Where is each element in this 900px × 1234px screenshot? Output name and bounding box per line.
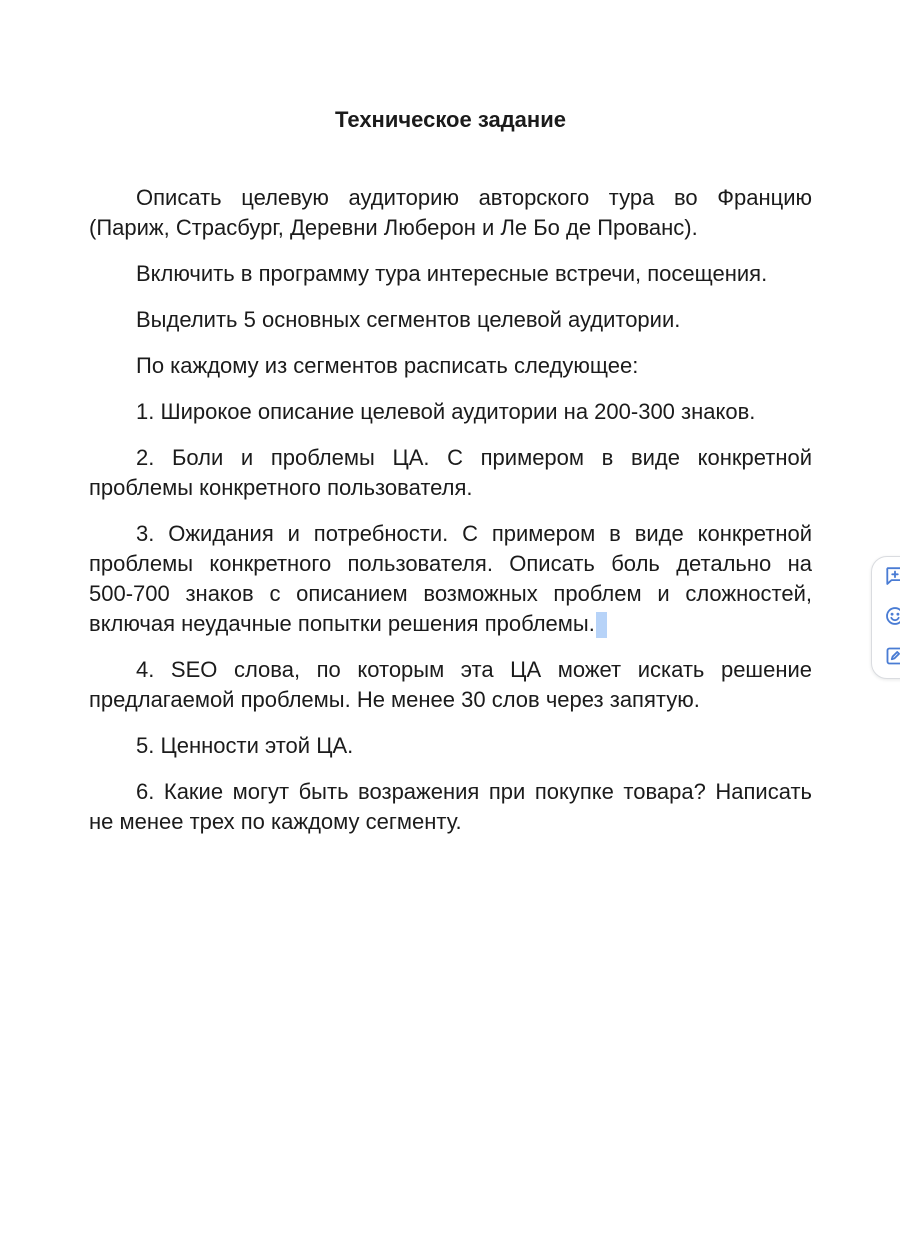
text-line: 500-700 знаков с описанием возможных проблем и сложностей,	[89, 581, 812, 606]
text-line: Описать целевую аудиторию авторского тура во Францию	[136, 185, 812, 210]
text-line: 6. Какие могут быть возражения при покупке товара? Написать	[136, 779, 812, 804]
text-line: проблемы конкретного пользователя. Описать боль детально на	[89, 551, 812, 576]
text-line: 2. Боли и проблемы ЦА. С примером в виде конкретной	[136, 445, 812, 470]
paragraph[interactable]	[89, 397, 812, 427]
suggest-edits-button[interactable]	[884, 645, 900, 667]
text-line: Выделить 5 основных сегментов целевой аудитории.	[136, 307, 681, 332]
document-body	[89, 183, 812, 837]
text-line: 1. Широкое описание целевой аудитории на 200-300 знаков.	[136, 399, 756, 424]
paragraph[interactable]	[89, 519, 812, 639]
add-emoji-reaction-button[interactable]	[884, 605, 900, 627]
text-line: предлагаемой проблемы. Не менее 30 слов через запятую.	[89, 687, 700, 712]
text-line: не менее трех по каждому сегменту.	[89, 809, 462, 834]
text-line: 4. SEO слова, по которым эта ЦА может искать решение	[136, 657, 812, 682]
suggest-edits-icon	[884, 645, 900, 667]
paragraph[interactable]	[89, 443, 812, 503]
add-comment-button[interactable]	[884, 565, 900, 587]
text-selection-highlight	[596, 612, 607, 638]
paragraph[interactable]	[89, 351, 812, 381]
paragraph[interactable]	[89, 305, 812, 335]
paragraph[interactable]	[89, 655, 812, 715]
text-line: включая неудачные попытки решения проблемы.	[89, 609, 812, 639]
paragraph[interactable]	[89, 183, 812, 243]
paragraph[interactable]	[89, 777, 812, 837]
quick-actions-toolbar	[871, 556, 900, 679]
document-canvas[interactable]	[89, 105, 812, 853]
paragraph[interactable]	[89, 731, 812, 761]
text-line: 5. Ценности этой ЦА.	[136, 733, 354, 758]
text-line: Включить в программу тура интересные встречи, посещения.	[136, 261, 768, 286]
document-title: Техническое задание	[335, 107, 566, 132]
add-comment-icon	[884, 565, 900, 587]
text-line: проблемы конкретного пользователя.	[89, 475, 473, 500]
text-line: (Париж, Страсбург, Деревни Люберон и Ле Бо де Прованс).	[89, 215, 698, 240]
emoji-icon	[884, 605, 900, 627]
paragraph[interactable]	[89, 259, 812, 289]
text-line: По каждому из сегментов расписать следующее:	[136, 353, 639, 378]
text-line: 3. Ожидания и потребности. С примером в виде конкретной	[136, 521, 812, 546]
